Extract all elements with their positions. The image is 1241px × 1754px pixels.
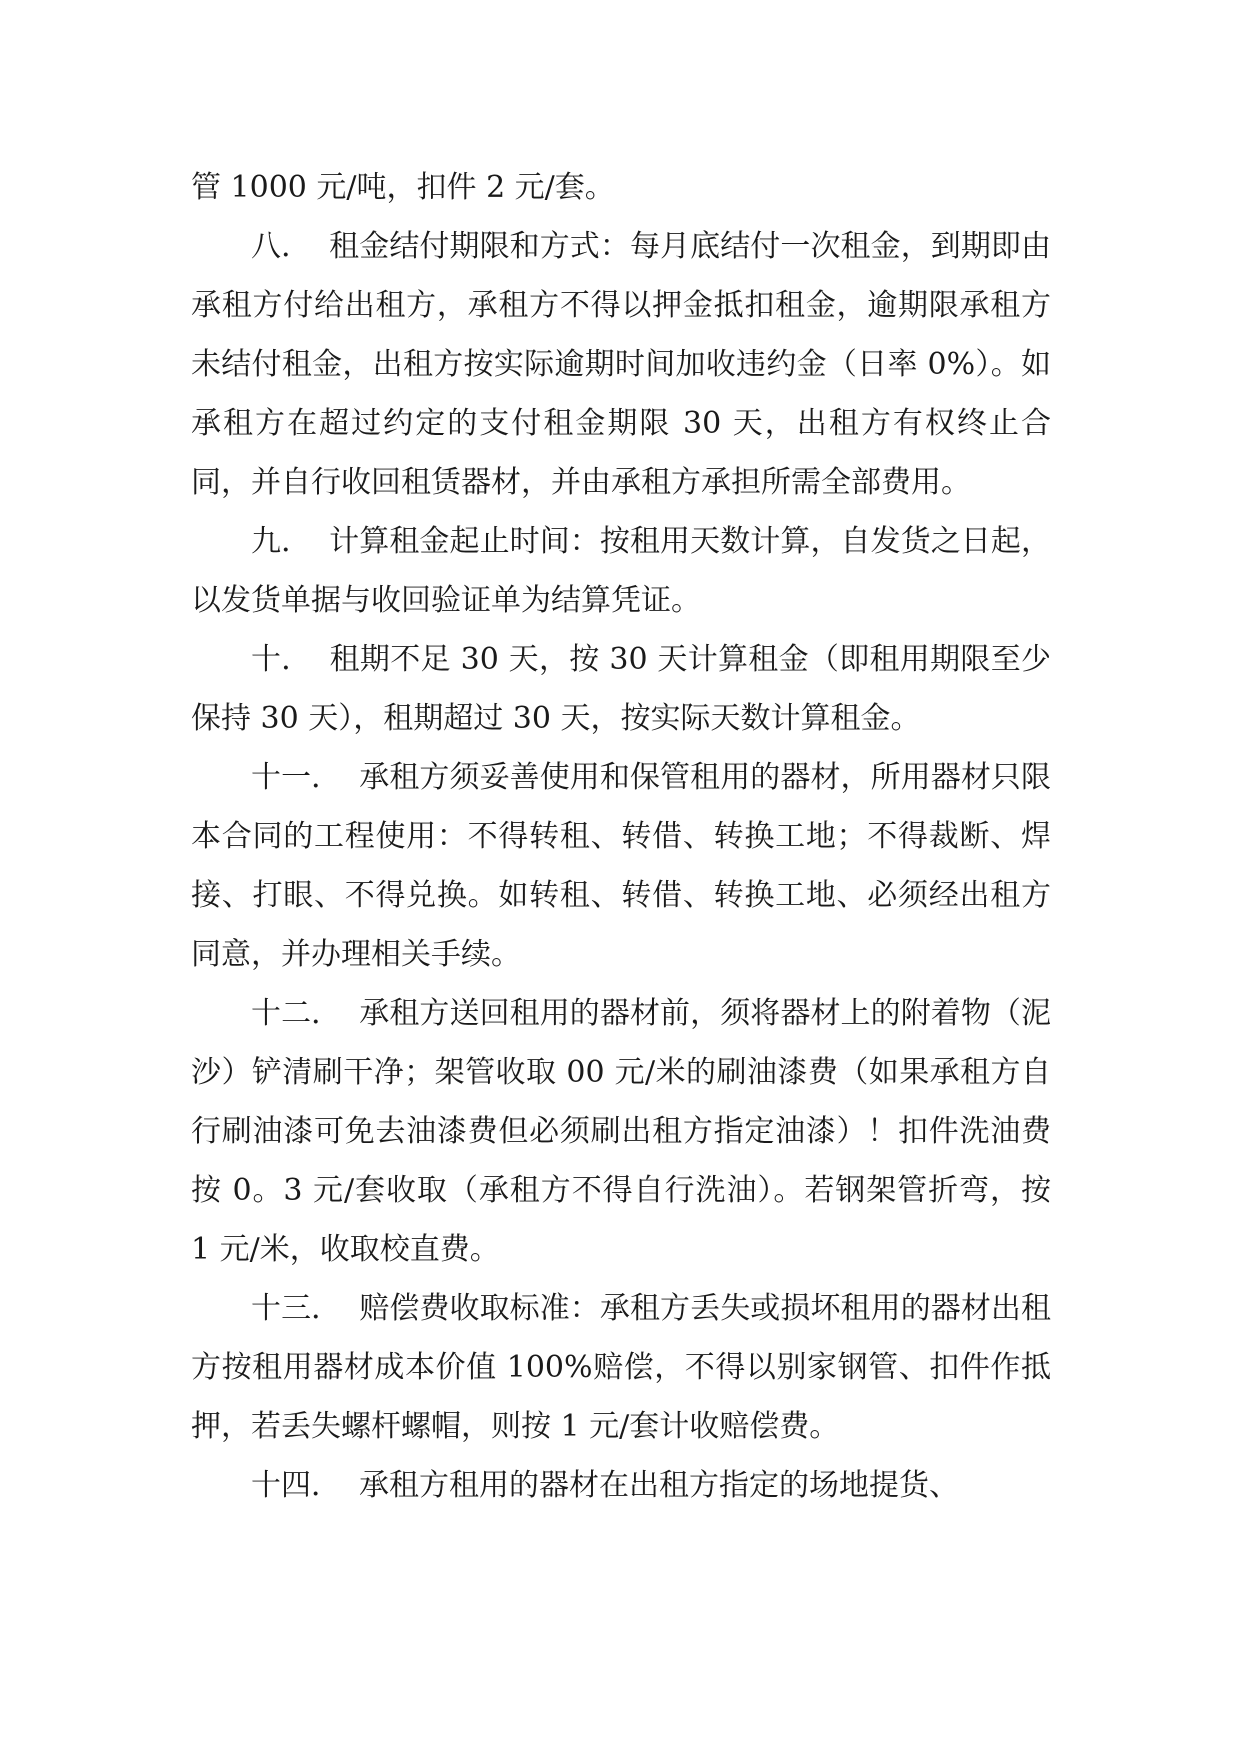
clause-13 [191, 1279, 1051, 1456]
clause-number: 十一． [251, 760, 342, 795]
clause-number: 九． [251, 524, 312, 559]
clause-text: 租金结付期限和方式：每月底结付一次租金，到期即由承租方付给出租方，承租方不得以押金抵扣租金，逾期限承租方未结付租金，出租方按实际逾期时间加收违约金（日率 0%）。如承租方在超过约定的支付租金期限 30 天，出租方有权终止合同，并自行收回租赁器材，并由承租方承担所需全部费用。 [191, 229, 1052, 500]
document-page [191, 158, 1051, 1515]
clause-number: 十二． [251, 996, 342, 1031]
clause-text: 承租方租用的器材在出租方指定的场地提货、 [359, 1468, 959, 1503]
clause-14 [191, 1456, 1051, 1515]
clause-11 [191, 748, 1051, 984]
clause-8 [191, 217, 1051, 512]
clause-number: 十． [251, 642, 312, 677]
clause-10 [191, 630, 1051, 748]
clause-text: 承租方须妥善使用和保管租用的器材，所用器材只限本合同的工程使用：不得转租、转借、转换工地；不得裁断、焊接、打眼、不得兑换。如转租、转借、转换工地、必须经出租方同意，并办理相关手续。 [191, 760, 1052, 972]
clause-number: 十三． [251, 1291, 342, 1326]
clause-number: 十四． [251, 1468, 341, 1503]
clause-number: 八． [251, 229, 312, 264]
clause-text: 赔偿费收取标准：承租方丢失或损坏租用的器材出租方按租用器材成本价值 100%赔偿，不得以别家钢管、扣件作抵押，若丢失螺杆螺帽，则按 1 元/套计收赔偿费。 [191, 1291, 1052, 1444]
clause-text: 承租方送回租用的器材前，须将器材上的附着物（泥沙）铲清刷干净；架管收取 00 元/米的刷油漆费（如果承租方自行刷油漆可免去油漆费但必须刷出租方指定油漆）！扣件洗油费按 0。3 元/套收取（承租方不得自行洗油）。若钢架管折弯，按 1 元/米，收取校直费。 [191, 996, 1052, 1267]
clause-9 [191, 512, 1051, 630]
clause-text: 租期不足 30 天，按 30 天计算租金（即租用期限至少保持 30 天），租期超过 30 天，按实际天数计算租金。 [191, 642, 1052, 736]
paragraph-continuation [191, 158, 1051, 217]
paragraph-text: 管 1000 元/吨，扣件 2 元/套。 [191, 170, 615, 205]
clause-12 [191, 984, 1051, 1279]
clause-text: 计算租金起止时间：按租用天数计算，自发货之日起，以发货单据与收回验证单为结算凭证。 [191, 524, 1052, 618]
